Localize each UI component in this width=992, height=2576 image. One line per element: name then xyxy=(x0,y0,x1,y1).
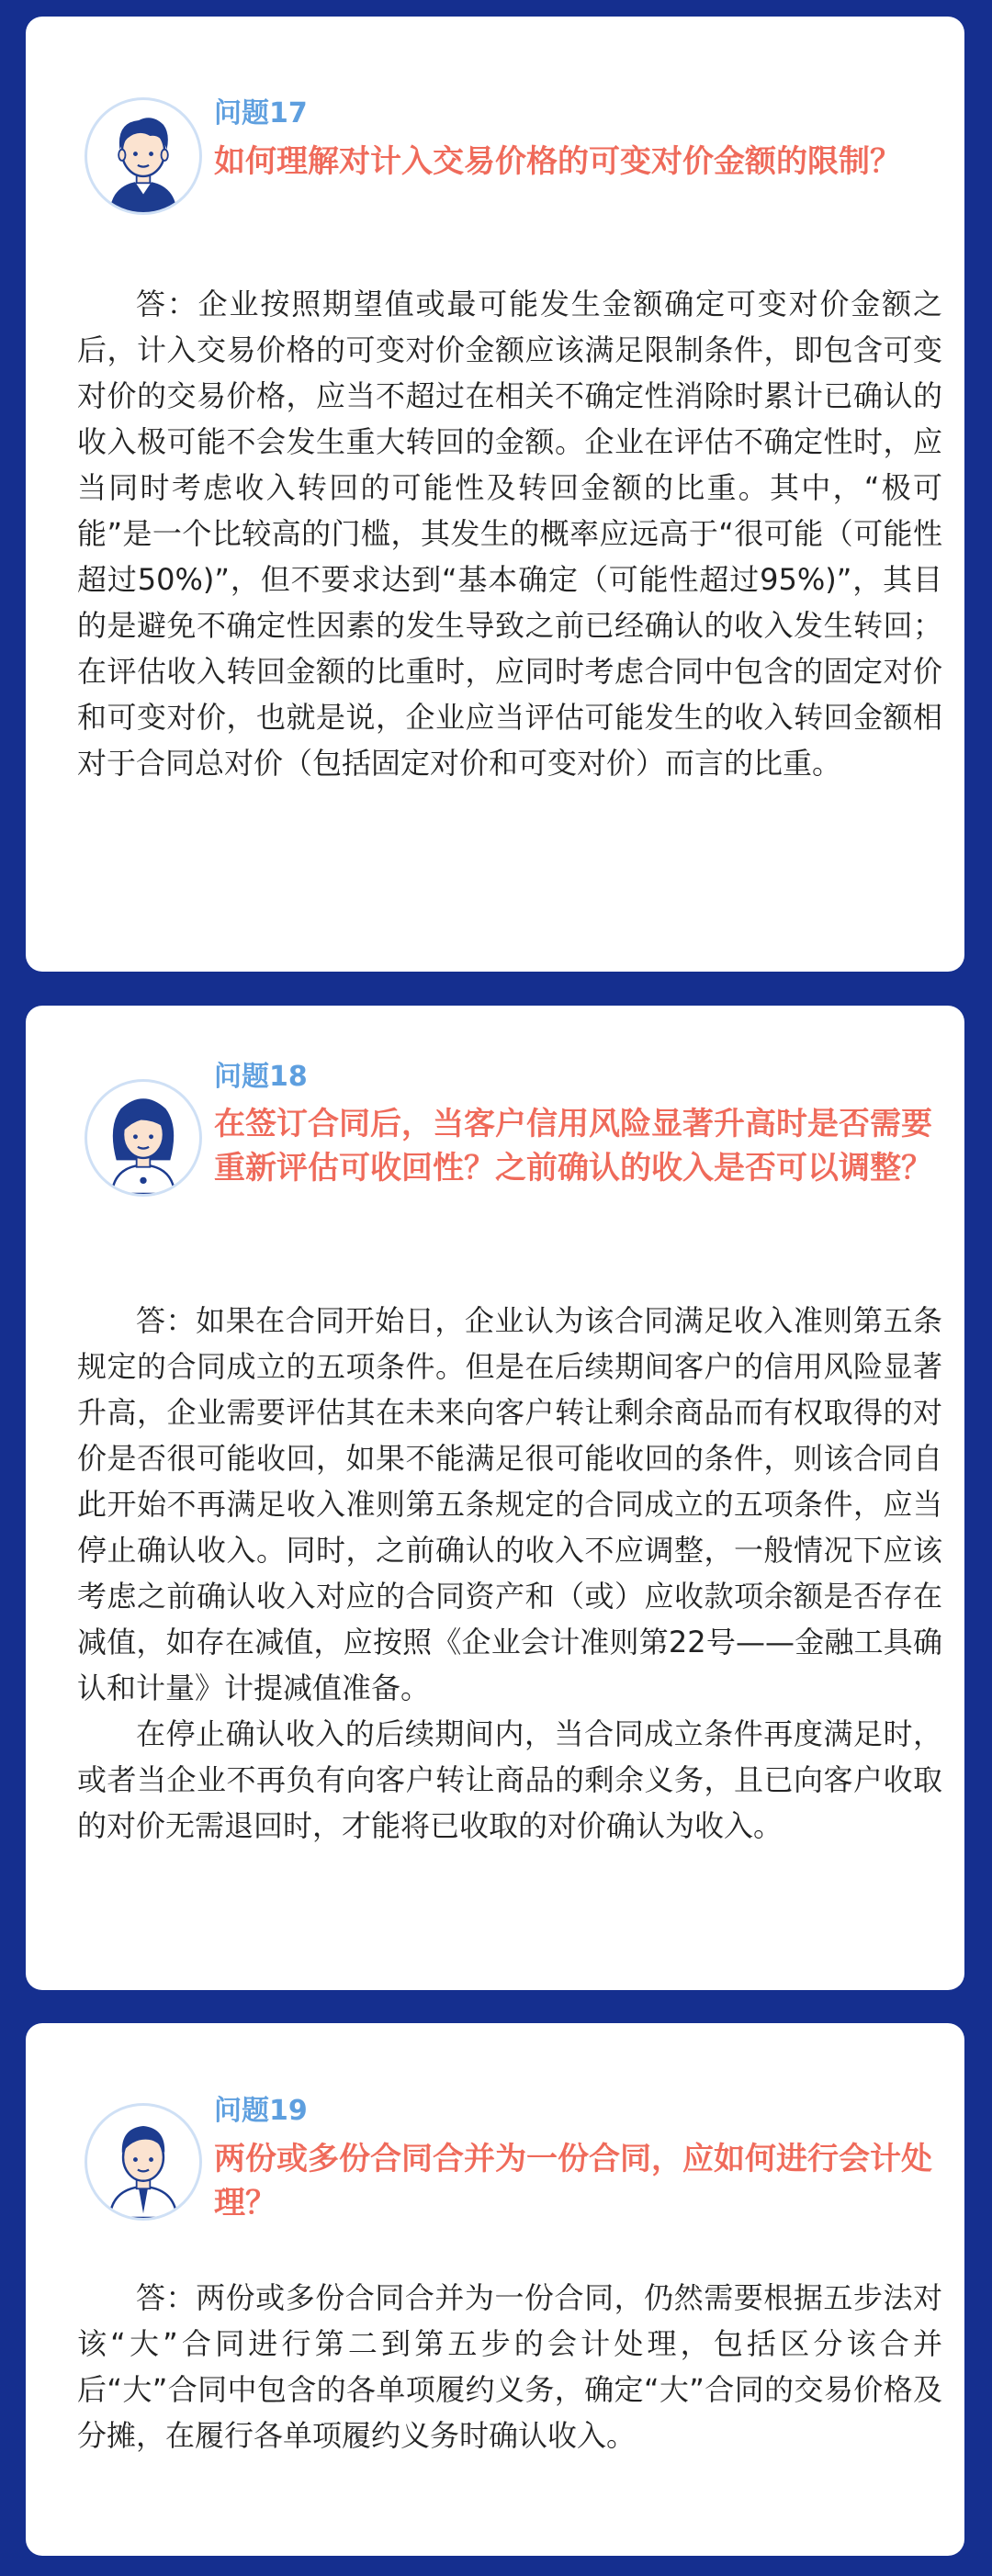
answer-paragraph: 在停止确认收入的后续期间内，当合同成立条件再度满足时，或者当企业不再负有向客户转让商品的剩余义务，且已向客户收取的对价无需退回时，才能将已收取的对价确认为收入。 xyxy=(77,1716,942,1843)
answer-text xyxy=(77,281,942,786)
question-number: 问题18 xyxy=(214,1061,308,1093)
answer-text xyxy=(77,1298,942,1849)
female-avatar-icon xyxy=(85,1079,202,1197)
qa-card-19 xyxy=(26,2023,964,2556)
question-number: 问题19 xyxy=(214,2095,308,2127)
question-number: 问题17 xyxy=(214,97,308,129)
question-title: 两份或多份合同合并为一份合同，应如何进行会计处理？ xyxy=(214,2141,932,2222)
male-avatar-icon xyxy=(85,2103,202,2221)
answer-paragraph: 答：企业按照期望值或最可能发生金额确定可变对价金额之后，计入交易价格的可变对价金额应该满足限制条件，即包含可变对价的交易价格，应当不超过在相关不确定性消除时累计已确认的收入极可能不会发生重大转回的金额。企业在评估不确定性时，应当同时考虑收入转回的可能性及转回金额的比重。其中，“极可能”是一个比较高的门槛，其发生的概率应远高于“很可能（可能性超过50%)”，但不要求达到“基本确定（可能性超过95%)”，其目的是避免不确定性因素的发生导致之前已经确认的收入发生转回；在评估收入转回金额的比重时，应同时考虑合同中包含的固定对价和可变对价，也就是说，企业应当评估可能发生的收入转回金额相对于合同总对价（包括固定对价和可变对价）而言的比重。 xyxy=(77,287,942,781)
answer-paragraph: 答：两份或多份合同合并为一份合同，仍然需要根据五步法对该“大”合同进行第二到第五步的会计处理，包括区分该合并后“大”合同中包含的各单项履约义务，确定“大”合同的交易价格及分摊，在履行各单项履约义务时确认收入。 xyxy=(77,2280,942,2453)
question-title: 如何理解对计入交易价格的可变对价金额的限制？ xyxy=(214,143,901,180)
question-title: 在签订合同后，当客户信用风险显著升高时是否需要重新评估可收回性？之前确认的收入是否可以调整？ xyxy=(214,1106,932,1187)
qa-card-17 xyxy=(26,17,964,972)
qa-card-18 xyxy=(26,1006,964,1990)
answer-text xyxy=(77,2275,942,2458)
male-avatar-icon xyxy=(85,97,202,215)
answer-paragraph: 答：如果在合同开始日，企业认为该合同满足收入准则第五条规定的合同成立的五项条件。但是在后续期间客户的信用风险显著升高，企业需要评估其在未来向客户转让剩余商品而有权取得的对价是否很可能收回，如果不能满足很可能收回的条件，则该合同自此开始不再满足收入准则第五条规定的合同成立的五项条件，应当停止确认收入。同时，之前确认的收入不应调整，一般情况下应该考虑之前确认收入对应的合同资产和（或）应收款项余额是否存在减值，如存在减值，应按照《企业会计准则第22号——金融工具确认和计量》计提减值准备。 xyxy=(77,1303,942,1705)
